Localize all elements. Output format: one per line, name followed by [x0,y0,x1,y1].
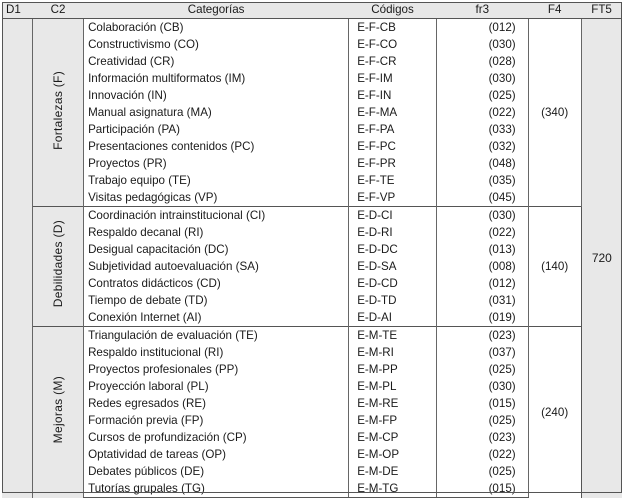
fr3-cell: (023) [436,327,528,345]
fr3-cell: (025) [436,412,528,429]
codigo-cell: E-F-PR [349,155,437,172]
codigo-cell: E-M-TG [349,480,437,498]
codigo-cell: E-D-AI [349,309,437,327]
codigo-cell: E-F-PA [349,121,437,138]
fr3-cell: (028) [436,53,528,70]
fr3-cell: (030) [436,207,528,225]
categoria-cell: Información multiformatos (IM) [84,70,349,87]
categoria-cell: Optatividad de tareas (OP) [84,446,349,463]
codigo-cell: E-F-IM [349,70,437,87]
codigo-cell: E-M-FP [349,412,437,429]
categoria-cell: Trabajo equipo (TE) [84,172,349,189]
categoria-cell: Conexión Internet (AI) [84,309,349,327]
categoria-cell: Tiempo de debate (TD) [84,292,349,309]
table-row [2,19,622,37]
group-label-cell [33,327,84,498]
categoria-cell: Tutorías grupales (TG) [84,480,349,498]
group-label: Mejoras (M) [50,376,65,444]
codigo-cell: E-F-VP [349,189,437,207]
codigo-cell: E-F-TE [349,172,437,189]
categoria-cell: Respaldo decanal (RI) [84,224,349,241]
fr3-cell: (030) [436,378,528,395]
fr3-cell: (008) [436,258,528,275]
table-row [2,327,622,345]
group-label-cell [33,19,84,207]
header-categorias: Categorías [84,2,349,19]
categories-table [2,2,622,498]
header-codigos: Códigos [349,2,437,19]
codigo-cell: E-M-RI [349,344,437,361]
d1-cell [2,19,33,498]
fr3-cell: (022) [436,224,528,241]
categoria-cell: Creatividad (CR) [84,53,349,70]
fr3-cell: (022) [436,446,528,463]
f4-cell: (140) [528,207,581,327]
categoria-cell: Contratos didácticos (CD) [84,275,349,292]
codigo-cell: E-M-OP [349,446,437,463]
categoria-cell: Colaboración (CB) [84,19,349,37]
codigo-cell: E-D-CI [349,207,437,225]
fr3-cell: (015) [436,395,528,412]
codigo-cell: E-F-PC [349,138,437,155]
codigo-cell: E-M-TE [349,327,437,345]
codigo-cell: E-F-IN [349,87,437,104]
fr3-cell: (037) [436,344,528,361]
categoria-cell: Proyectos profesionales (PP) [84,361,349,378]
categoria-cell: Redes egresados (RE) [84,395,349,412]
header-fr3: fr3 [436,2,528,19]
header-row [2,2,622,19]
categoria-cell: Subjetividad autoevaluación (SA) [84,258,349,275]
fr3-cell: (012) [436,19,528,37]
codigo-cell: E-M-PL [349,378,437,395]
codigo-cell: E-F-CO [349,36,437,53]
fr3-cell: (015) [436,480,528,498]
header-f4: F4 [528,2,581,19]
fr3-cell: (045) [436,189,528,207]
categoria-cell: Proyectos (PR) [84,155,349,172]
categoria-cell: Desigual capacitación (DC) [84,241,349,258]
fr3-cell: (030) [436,70,528,87]
fr3-cell: (013) [436,241,528,258]
categoria-cell: Formación previa (FP) [84,412,349,429]
categoria-cell: Triangulación de evaluación (TE) [84,327,349,345]
codigo-cell: E-D-DC [349,241,437,258]
categoria-cell: Cursos de profundización (CP) [84,429,349,446]
codigo-cell: E-D-SA [349,258,437,275]
categoria-cell: Constructivismo (CO) [84,36,349,53]
codigo-cell: E-M-DE [349,463,437,480]
codigo-cell: E-F-MA [349,104,437,121]
codigo-cell: E-D-CD [349,275,437,292]
fr3-cell: (019) [436,309,528,327]
header-ft5: FT5 [581,2,622,19]
fr3-cell: (025) [436,361,528,378]
categoria-cell: Respaldo institucional (RI) [84,344,349,361]
header-d1: D1 [2,2,33,19]
group-label-cell [33,207,84,327]
fr3-cell: (012) [436,275,528,292]
fr3-cell: (033) [436,121,528,138]
table-row [2,207,622,225]
f4-cell: (340) [528,19,581,207]
categoria-cell: Coordinación intrainstitucional (CI) [84,207,349,225]
codigo-cell: E-M-RE [349,395,437,412]
categoria-cell: Participación (PA) [84,121,349,138]
group-label: Debilidades (D) [50,220,65,308]
categoria-cell: Proyección laboral (PL) [84,378,349,395]
fr3-cell: (025) [436,463,528,480]
group-label: Fortalezas (F) [50,70,65,150]
categoria-cell: Manual asignatura (MA) [84,104,349,121]
codigo-cell: E-M-CP [349,429,437,446]
table-body [2,19,622,498]
codigo-cell: E-F-CB [349,19,437,37]
fr3-cell: (035) [436,172,528,189]
categoria-cell: Presentaciones contenidos (PC) [84,138,349,155]
categoria-cell: Debates públicos (DE) [84,463,349,480]
fr3-cell: (032) [436,138,528,155]
f4-cell: (240) [528,327,581,498]
codigo-cell: E-D-TD [349,292,437,309]
fr3-cell: (030) [436,36,528,53]
fr3-cell: (025) [436,87,528,104]
fr3-cell: (048) [436,155,528,172]
fr3-cell: (023) [436,429,528,446]
fr3-cell: (031) [436,292,528,309]
codigo-cell: E-M-PP [349,361,437,378]
categoria-cell: Visitas pedagógicas (VP) [84,189,349,207]
header-c2: C2 [33,2,84,19]
codigo-cell: E-F-CR [349,53,437,70]
fr3-cell: (022) [436,104,528,121]
categoria-cell: Innovación (IN) [84,87,349,104]
ft5-total-cell: 720 [581,19,622,498]
codigo-cell: E-D-RI [349,224,437,241]
